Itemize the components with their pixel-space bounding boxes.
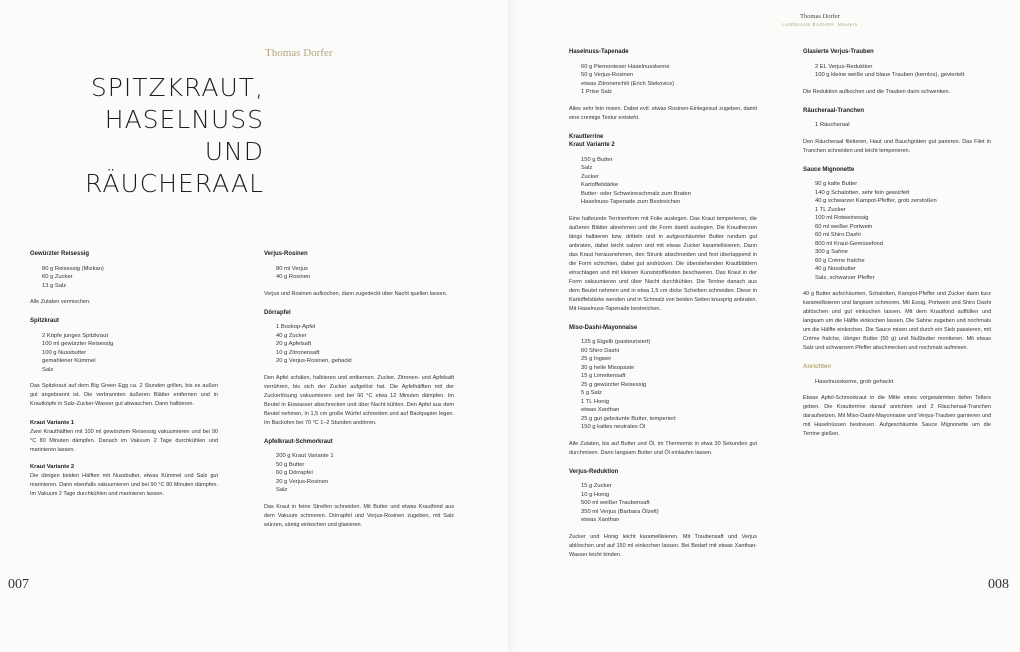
ingredient-item: 10 g Zitronensaft [276,349,320,356]
recipe-section-apfelkraut-schmorkraut [264,438,454,530]
recipe-section-haselnuss-tapenade [569,48,757,123]
ingredient-item: Salz [42,366,54,373]
ingredient-item: 80 g Reisessig (Mizkan) [42,265,104,272]
ingredient-item: 800 ml Kraut-Gemüsefond [815,240,883,247]
ingredient-item: 40 g schwarzer Kampot-Pfeffer, grob zerstoßen [815,198,937,204]
instruction-text: Die Reduktion aufkochen und die Trauben darin schwenken. [803,88,951,95]
recipe-section-kraut-variante-2 [30,463,218,499]
ingredient-item: Haselnusskerne, grob gehackt [815,378,894,385]
ingredient-item: 13 g Salz [42,282,67,289]
ingredient-item: 20 g Verjus-Rosinen, gehackt [276,358,352,364]
instruction-text: Zwei Krauthälften mit 100 ml gewürztem Reisessig vakuumieren und bei 90 °C 80 Minuten dämpfen. Danach im Vakuum 2 Tage durchkühlen und marinieren lassen. [30,429,218,453]
ingredient-list [581,63,757,97]
recipe-title [80,72,264,200]
instruction-text: Die übrigen beiden Hälften mit Nussbutter, etwas Kümmel und Salz gut marinieren. Dann ebenfalls vakuumieren und bei 90 °C 80 Minuten dämpfen. Im Vakuum 2 Tage durchkühlen und marinieren lassen. [30,473,218,497]
ingredient-item: 60 ml weißer Portwein [815,223,873,230]
instruction-text: Den Apfel schälen, halbieren und entkernen. Zucker, Zitronen- und Apfelsaft verrühren, bis sich der Zucker aufgelöst hat. Die Apfelhälften mit der Zuckerlösung vakuumieren und bei 90 °C etwa 12 Minuten dämpfen. Im Beutel in Eiswasser abschrecken und über Nacht kühlen. Den Apfel aus dem Beutel nehmen, in 1,5 cm große Würfel schneiden und auf Backpapier legen. Im Backofen bei 70 °C 1–2 Stunden andörren. [264,374,454,426]
ingredient-item: Salz [276,487,288,493]
ingredient-item: 5 g Salz [581,390,602,396]
ingredient-item: 50 g Verjus-Rosinen [581,72,634,78]
ingredient-item: 80 ml Verjus [276,265,308,272]
ingredient-list [276,323,454,366]
ingredient-item: 100 ml Rotweinessig [815,215,869,221]
ingredient-item: 10 g Honig [581,491,610,498]
ingredient-list [42,265,218,291]
section-heading: Glasierte Verjus-Trauben [803,49,874,55]
ingredient-item: 125 g Eigelb (pasteurisiert) [581,339,651,345]
section-heading: Spitzkraut [30,318,60,324]
ingredient-item: 50 g Butter [276,461,305,468]
ingredient-item: 500 ml weißer Traubensaft [581,500,650,506]
recipe-section-glasierte-verjus-trauben [803,48,991,97]
instruction-text: Zucker und Honig leicht karamellisieren. Mit Traubensaft und Verjus ablöschen und auf 150 ml einkochen lassen. Bei Bedarf mit etwas Xanthan-Wasser leicht binden. [569,533,757,558]
section-heading: Sauce Mignonette [803,166,855,173]
recipe-section-gewürzter-reisessig [30,250,218,307]
ingredient-list [276,452,454,495]
recipe-section-dörrapfel [264,309,454,428]
ingredient-list [581,156,757,207]
variant-heading: Kraut Variante 1 [30,420,75,426]
ingredient-item: 40 g Nussbutter [815,266,856,272]
ingredient-item: 150 g Butter [581,156,613,163]
recipe-section-verjus-rosinen [264,250,454,299]
recipe-section-krautterrine-kraut-variante-2 [569,133,757,314]
ingredient-item: 60 g Crème fraîche [815,257,865,264]
ingredient-item: etwas Zitronenchili (Erich Stekovics) [581,80,675,87]
ingredient-item: Salz [581,165,593,171]
ingredient-item: 1 Prise Salz [581,89,612,95]
recipe-section-sauce-mignonette [803,166,991,354]
instruction-text: Das Spitzkraut auf dem Big Green Egg ca. 2 Stunden grillen, bis es außen gut angebrannt ist. Die verbrannten äußeren Blätter entfernen und in Krautköpfe in Salz-Zucker-Wasser gut abwaschen. Dann halbieren. [30,383,218,407]
ingredient-item: 100 g Nussbutter [42,349,87,356]
section-heading: Miso-Dashi-Mayonnaise [569,324,638,331]
section-heading: Gewürzter Reisessig [30,251,90,257]
ingredient-item: 1 TL Honig [581,398,610,405]
recipe-section-kraut-variante-1 [30,419,218,455]
ingredient-item: 2 EL Verjus-Reduktion [815,63,873,70]
ingredient-item: 15 g Zucker [581,483,612,489]
instruction-text: Alles sehr fein mixen. Dabei evtl. etwas Rosinen-Einlegesud zugeben, damit eine cremige Textur entsteht. [569,105,757,121]
ingredient-list [42,332,218,375]
instruction-text: Verjus und Rosinen aufkochen, dann zugedeckt über Nacht quellen lassen. [264,290,448,297]
section-heading: Räucheraal-Tranchen [803,107,865,114]
column-4 [803,48,991,449]
ingredient-item: 25 g gut gebräunte Butter, temperiert [581,415,676,422]
ingredient-item: 2 Köpfe junges Spitzkraut [42,332,109,339]
section-heading: Haselnuss-Tapenade [569,49,629,55]
variant-heading: Kraut Variante 2 [30,464,75,470]
ingredient-item: 150 g kaltes neutrales Öl [581,424,646,430]
ingredient-item: 200 g Kraut Variante 1 [276,453,334,459]
instruction-text: Den Räucheraal filetieren, Haut und Bauchgräten gut parieren. Das Filet in Tranchen schneiden und leicht temperieren. [803,138,991,154]
ingredient-list [581,482,757,525]
ingredient-item: 25 g gewürzter Reisessig [581,381,647,388]
section-heading: Krautterrine Kraut Variante 2 [569,133,615,148]
ingredient-item: 350 ml Verjus (Barbara Ölzelt) [581,508,659,515]
ingredient-list [815,180,991,282]
ingredient-item: 60 g Piemonteser Haselnusskerne [581,63,670,70]
ingredient-item: gemahlener Kümmel [42,358,96,364]
ingredient-item: etwas Xanthan [581,407,620,413]
ingredient-item: 40 g Rosinen [276,274,311,280]
section-heading: Dörrapfel [264,309,291,316]
page-number-right: 008 [988,577,1009,592]
section-heading: Anrichten [803,364,832,370]
recipe-section-anrichten [803,363,991,439]
recipe-section-verjus-reduktion [569,468,757,560]
instruction-text: Eine halbrunde Terrinenform mit Folie auslegen. Das Kraut temperieren, die äußeren Blätter abnehmen und die Form damit auslegen. Die Krautherzen längs halbieren bzw. dritteln und in aufgeschäumter Butter rundum gut anbraten, dabei leicht salzen und mit etwas Zucker karamellisieren. Dann das Kraut herausnehmen, den Strunk abschneiden und fest überlappend in die Form schichten, dabei gut andrücken. Die überstehenden Krautblättern einschlagen und mit kleinen Kunststoffleisten beschweren. Das Kraut in der Form vakuumieren und über Nacht durchkühlen. Die Terrine danach aus dem Beutel nehmen und in etwa 1,5 cm dicke Scheiben schneiden. Diese in Kartoffelstärke wenden und in Schmalz von beiden Seiten knusprig anbraten. Mit Haselnuss-Tapenade bestreichen. [569,215,757,312]
ingredient-item: Haselnuss-Tapenade zum Bestreichen [581,199,681,205]
title-line-1: SPITZKRAUT, [90,73,264,102]
section-heading: Apfelkraut-Schmorkraut [264,438,333,445]
ingredient-item: 100 ml gewürzter Reisessig [42,341,114,347]
column-2 [264,250,454,540]
page-gutter [508,0,516,652]
running-head: Thomas Dorfer [800,13,840,20]
column-3 [569,48,757,570]
title-line-2: HASELNUSS [104,105,264,134]
ingredient-list [276,265,454,282]
ingredient-item: Butter- oder Schweineschmalz zum Braten [581,190,691,197]
recipe-section-räucheraal-tranchen [803,107,991,156]
ingredient-item: 20 g Apfelsaft [276,341,312,347]
ingredient-list [581,338,757,432]
ingredient-item: 40 g Zucker [276,332,307,339]
instruction-text: Alle Zutaten, bis auf Butter und Öl, im Thermomix in etwa 30 Sekunden gut durchmixen. Dann langsam Butter und Öl einlaufen lassen. [569,440,757,456]
ingredient-item: 25 g Ingwer [581,356,612,362]
ingredient-item: Zucker [581,173,599,180]
ingredient-list [815,121,991,130]
ingredient-item: 1 Räucheraal [815,122,850,128]
ingredient-item: 1 TL Zucker [815,206,846,213]
ingredient-item: 140 g Schalotten, sehr fein gewürfelt [815,189,910,196]
ingredient-item: 15 g Limettensaft [581,373,626,379]
ingredient-item: 30 g helle Misopaste [581,364,635,371]
ingredient-item: 90 g kalte Butter [815,181,858,187]
ingredient-item: Salz, schwarzer Pfeffer [815,274,875,281]
ingredient-item: 100 g kleine weiße und blaue Trauben (kernlos), geviertelt [815,72,965,78]
ingredient-item: 60 g Zucker [42,274,73,280]
ingredient-list [815,378,991,387]
ingredient-item: 60 g Dörrapfel [276,470,313,476]
title-line-3: UND [204,137,264,166]
column-1 [30,250,218,507]
recipe-section-spitzkraut [30,317,218,409]
recipe-section-miso-dashi-mayonnaise [569,324,757,458]
running-subhead: LANDHAUS BACHER, Mautern [782,22,858,27]
ingredient-list [815,63,991,80]
instruction-text: Etwas Apfel-Schmorkraut in die Mitte eines vorgewärmten tiefen Tellers geben. Die Krautterrine darauf anrichten und 2 Räucheraal-Tranchen daraufsetzen. Mit Miso-Dashi-Mayonnaise und Verjus-Trauben garnieren und mit Haselnüssen bestreuen. Aufgeschäumte Sauce Mignonette um die Terrine gießen. [803,395,991,437]
section-heading: Verjus-Rosinen [264,251,308,257]
instruction-text: 40 g Butter aufschäumen, Schalotten, Kampot-Pfeffer und Zucker darin kurz karamellisieren und langsam schmoren. Mit Essig, Portwein und Shiro Dashi ablöschen und gut einkochen lassen. Mit dem Krautfond auffüllen und langsam um die Hälfte einkochen lassen. Die Sahne zugeben und nochmals um die Hälfte einkochen. Die Sauce mixen und durch ein Sieb passieren, mit Crème fraîche, übriger Butter (50 g) und Nußbutter montieren. Mit etwas Salz und schwarzem Pfeffer abschmecken und nochmals aufmixen. [803,291,991,351]
ingredient-item: 60 Shiro Dashi [581,347,620,354]
ingredient-item: 1 Boskop-Apfel [276,324,316,330]
ingredient-item: 300 g Sahne [815,249,848,255]
author-name: Thomas Dorfer [265,47,333,59]
ingredient-item: 20 g Verjus-Rosinen [276,478,329,485]
ingredient-item: 60 ml Shiro Dashi [815,232,861,238]
ingredient-item: Kartoffelstärke [581,182,619,188]
section-heading: Verjus-Reduktion [569,468,619,475]
title-line-4: RÄUCHERAAL [85,169,264,198]
instruction-text: Das Kraut in feine Streifen schneiden. Mit Butter und etwas Krautfond aus dem Vakuum schmoren. Dörrapfel und Verjus-Rosinen zugeben, mit Salz würzen, sämig einkochen und glasieren. [264,503,454,528]
page-number-left: 007 [8,577,29,592]
ingredient-item: etwas Xanthan [581,517,620,523]
instruction-text: Alle Zutaten vermischen. [30,299,91,305]
